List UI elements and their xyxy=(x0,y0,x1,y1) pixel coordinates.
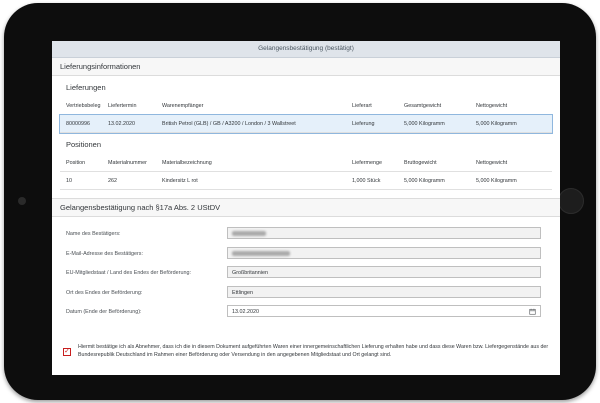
place-row xyxy=(52,284,560,304)
table-cell: Lieferung xyxy=(346,115,398,133)
email-field[interactable] xyxy=(227,247,541,259)
email-label: E-Mail-Adresse des Bestätigers: xyxy=(66,250,143,257)
country-row xyxy=(52,264,560,284)
app-screen xyxy=(52,41,560,375)
column-header: Materialbezeichnung xyxy=(156,154,346,172)
confirmation-form xyxy=(52,217,560,360)
table-cell: 5,000 Kilogramm xyxy=(398,172,470,190)
deliveries-title: Lieferungen xyxy=(66,83,106,92)
column-header: Materialnummer xyxy=(102,154,156,172)
positions-header-row xyxy=(60,154,552,172)
place-field[interactable]: Ettlingen xyxy=(227,286,541,298)
form-heading: Gelangensbestätigung nach §17a Abs. 2 UStDV xyxy=(52,198,560,217)
redacted-name xyxy=(232,231,266,236)
column-header: Warenempfänger xyxy=(156,97,346,115)
table-cell: 5,000 Kilogramm xyxy=(398,115,470,133)
camera-dot xyxy=(18,197,26,205)
table-cell: Kindersitz L rot xyxy=(156,172,346,190)
redacted-email xyxy=(232,251,290,256)
column-header: Liefermenge xyxy=(346,154,398,172)
confirmation-block xyxy=(52,341,560,375)
country-label: EU-Mitgliedstaat / Land des Endes der Beförderung: xyxy=(66,270,191,276)
deliveries-table xyxy=(60,97,552,133)
deliveries-panel xyxy=(52,76,560,198)
date-row xyxy=(52,303,560,323)
table-cell: 1,000 Stück xyxy=(346,172,398,190)
table-cell: 262 xyxy=(102,172,156,190)
column-header: Bruttogewicht xyxy=(398,154,470,172)
column-header: Lieferart xyxy=(346,97,398,115)
table-cell: 80000996 xyxy=(60,115,102,133)
name-label: Name des Bestätigers: xyxy=(66,231,121,237)
table-cell: 5,000 Kilogramm xyxy=(470,115,552,133)
name-row xyxy=(52,225,560,245)
delivery-row[interactable] xyxy=(60,115,552,133)
name-field[interactable] xyxy=(227,227,541,239)
email-row xyxy=(52,245,560,265)
column-header: Gesamtgewicht xyxy=(398,97,470,115)
window-title: Gelangensbestätigung (bestätigt) xyxy=(52,41,560,58)
column-header: Nettogewicht xyxy=(470,154,552,172)
place-label: Ort des Endes der Beförderung: xyxy=(66,289,143,296)
column-header: Position xyxy=(60,154,102,172)
column-header: Nettogewicht xyxy=(470,97,552,115)
table-cell: British Petrol (GLB) / GB / A3200 / London / 3 Wallstreet xyxy=(156,115,346,133)
date-field[interactable] xyxy=(227,305,541,317)
table-cell: 13.02.2020 xyxy=(102,115,156,133)
date-label: Datum (Ende der Beförderung): xyxy=(66,309,142,315)
positions-title: Positionen xyxy=(66,140,102,149)
country-field[interactable]: Großbritannien xyxy=(227,266,541,278)
table-cell: 5,000 Kilogramm xyxy=(470,172,552,190)
table-cell: 10 xyxy=(60,172,102,190)
delivery-info-heading: Lieferungsinformationen xyxy=(52,58,560,76)
column-header: Vertriebsbeleg xyxy=(60,97,102,115)
date-value: 13.02.2020 xyxy=(232,309,259,315)
calendar-icon[interactable] xyxy=(529,308,536,315)
deliveries-header-row xyxy=(60,97,552,115)
confirmation-text: Hiermit bestätige ich als Abnehmer, dass ich die in diesem Dokument aufgeführten Waren einer innergemeinschaftlichen Lieferung erhalten habe und dass diese Waren bzw. Liefergegenstände aus der Bundesrepublik Deutschland im Rahmen einer Beförderung oder Versendung in den angegebenen Mitgliedstaat und Ort gelangt sind. xyxy=(78,344,549,358)
column-header: Liefertermin xyxy=(102,97,156,115)
position-row[interactable] xyxy=(60,172,552,190)
checkmark-icon: ✓ xyxy=(64,348,70,355)
tablet-frame xyxy=(4,3,596,400)
confirmation-checkbox[interactable] xyxy=(63,348,71,356)
positions-table xyxy=(60,154,552,190)
home-button[interactable] xyxy=(558,188,584,214)
